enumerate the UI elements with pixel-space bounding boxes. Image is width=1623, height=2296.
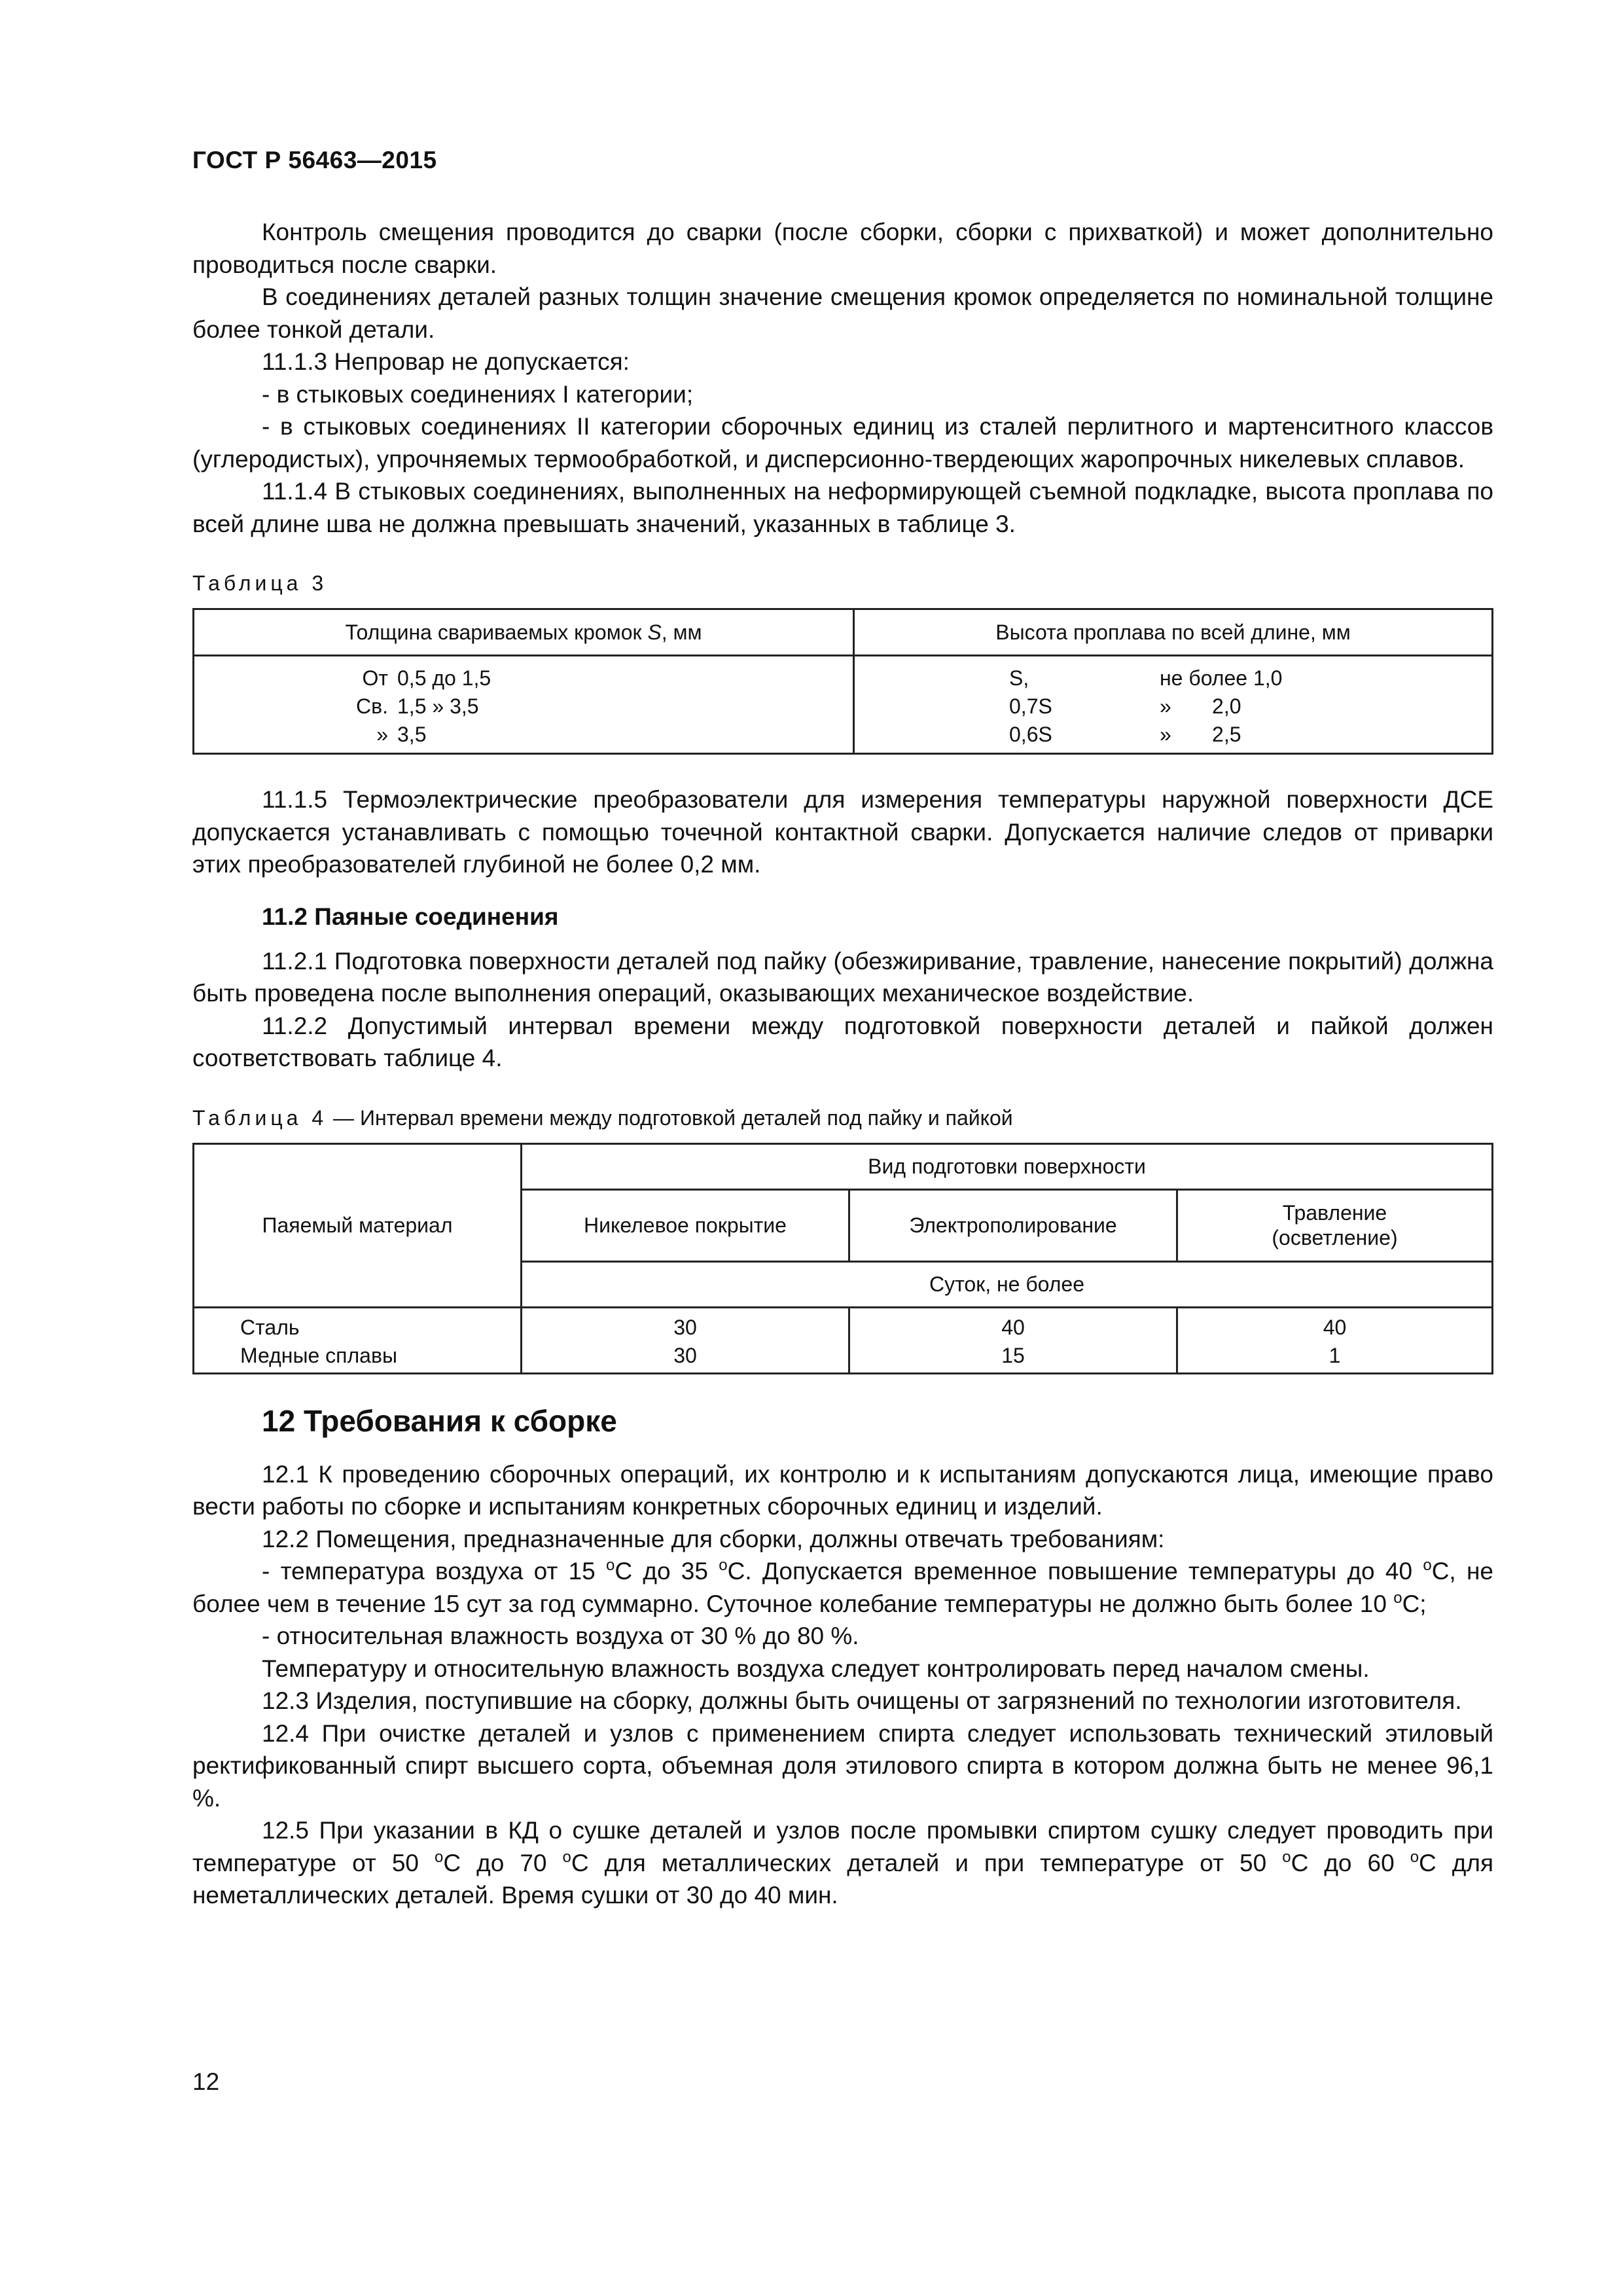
paragraph: 11.1.3 Непровар не допускается: (262, 348, 630, 375)
table-3-header-height: Высота проплава по всей длине, мм (854, 609, 1493, 656)
paragraph: 11.1.4 В стыковых соединениях, выполненных на неформирующей съемной подкладке, высота проплава по всей длине шва не должна превышать значений, указанных в таблице 3. (192, 478, 1493, 537)
table-4-material-cell: Сталь Медные сплавы (194, 1307, 522, 1373)
table-row: S, не более 1,0 (1009, 666, 1283, 690)
table-4-nickel-cell: 30 30 (522, 1307, 849, 1373)
table-4-header-etch: Травление (осветление) (1177, 1189, 1493, 1261)
table-4-electro-cell: 40 15 (849, 1307, 1177, 1373)
table-4-header-group: Вид подготовки поверхности (522, 1143, 1493, 1189)
table-row: Св. 1,5 » 3,5 (356, 694, 479, 718)
paragraph: - относительная влажность воздуха от 30 % до 80 %. (262, 1623, 859, 1649)
paragraph: 11.2.1 Подготовка поверхности деталей под пайку (обезжиривание, травление, нанесение покрытий) должна быть проведена после выполнения операций, оказывающих механическое воздействие. (192, 947, 1493, 1007)
paragraph: Температуру и относительную влажность воздуха следует контролировать перед началом смены. (262, 1655, 1370, 1682)
paragraph: - температура воздуха от 15 $^о$С до 35 $^о$С. Допускается временное повышение температуры до 40 $^о$С, не более чем в течение 15 сут за год суммарно. Суточное колебание температуры не должно быть более 10 $^о$С; (192, 1556, 1493, 1617)
table-3-header-thickness: Толщина свариваемых кромок S, мм (194, 609, 854, 656)
table-3 (192, 608, 1493, 755)
table-4-etch-cell: 40 1 (1177, 1307, 1493, 1373)
paragraph: - в стыковых соединениях I категории; (262, 380, 694, 408)
paragraph: 11.2.2 Допустимый интервал времени между подготовкой поверхности деталей и пайкой должен соответствовать таблице 4. (192, 1012, 1493, 1071)
paragraph: - в стыковых соединениях II категории сборочных единиц из сталей перлитного и мартенситного классов (углеродистых), упрочняемых термообработкой, и дисперсионно-твердеющих жаропрочных никелевых сплавов. (192, 413, 1493, 473)
paragraph: 12.5 При указании в КД о сушке деталей и узлов после промывки спиртом сушку следует проводить при температуре от 50 $^о$С до 70 $^о$С для металлических деталей и при температуре от 50 $^о$С до 60 $^о$С для неметаллических деталей. Время сушки от 30 до 40 мин. (192, 1817, 1493, 1909)
section-heading: 12 Требования к сборке (262, 1403, 617, 1438)
paragraph: 12.4 При очистке деталей и узлов с применением спирта следует использовать технический этиловый ректификованный спирт высшего сорта, объемная доля этилового спирта в котором должна быть не менее 96,1 %. (192, 1719, 1493, 1812)
document-header: ГОСТ Р 56463—2015 (192, 147, 437, 173)
paragraph: 12.1 К проведению сборочных операций, их контролю и к испытаниям допускаются лица, имеющие право вести работы по сборке и испытаниям конкретных сборочных единиц и изделий. (192, 1460, 1493, 1520)
table-row: » 3,5 (376, 723, 427, 746)
paragraph: Контроль смещения проводится до сварки (после сборки, сборки с прихваткой) и может дополнительно проводиться после сварки. (192, 219, 1493, 278)
paragraph: 12.2 Помещения, предназначенные для сборки, должны отвечать требованиям: (262, 1525, 1165, 1552)
table-3-caption: Таблица 3 (192, 571, 328, 595)
paragraph: 12.3 Изделия, поступившие на сборку, должны быть очищены от загрязнений по технологии изготовителя. (262, 1687, 1462, 1714)
table-4-header-electro: Электрополирование (849, 1189, 1177, 1261)
table-3-thickness-cell (194, 656, 854, 754)
paragraph: 11.1.5 Термоэлектрические преобразователи для измерения температуры наружной поверхности ДСЕ допускается устанавливать с помощью точечной контактной сварки. Допускается наличие следов от приварки этих преобразователей глубиной не более 0,2 мм. (192, 786, 1493, 878)
table-row: 0,7S » 2,0 (1009, 694, 1241, 718)
table-4-header-material: Паяемый материал (194, 1143, 522, 1307)
paragraph: В соединениях деталей разных толщин значение смещения кромок определяется по номинальной толщине более тонкой детали. (192, 283, 1493, 343)
table-4-header-nickel: Никелевое покрытие (522, 1189, 849, 1261)
table-row: От 0,5 до 1,5 (362, 666, 491, 690)
subsection-heading: 11.2 Паяные соединения (262, 903, 559, 930)
page-number: 12 (192, 2068, 220, 2095)
document-page (192, 147, 1493, 1912)
table-3-height-cell (854, 656, 1493, 754)
table-4-header-units: Суток, не более (522, 1261, 1493, 1307)
table-4 (192, 1143, 1493, 1374)
table-4-caption: Таблица 4 — Интервал времени между подготовкой деталей под пайку и пайкой (192, 1105, 1013, 1130)
table-row: 0,6S » 2,5 (1009, 723, 1241, 746)
